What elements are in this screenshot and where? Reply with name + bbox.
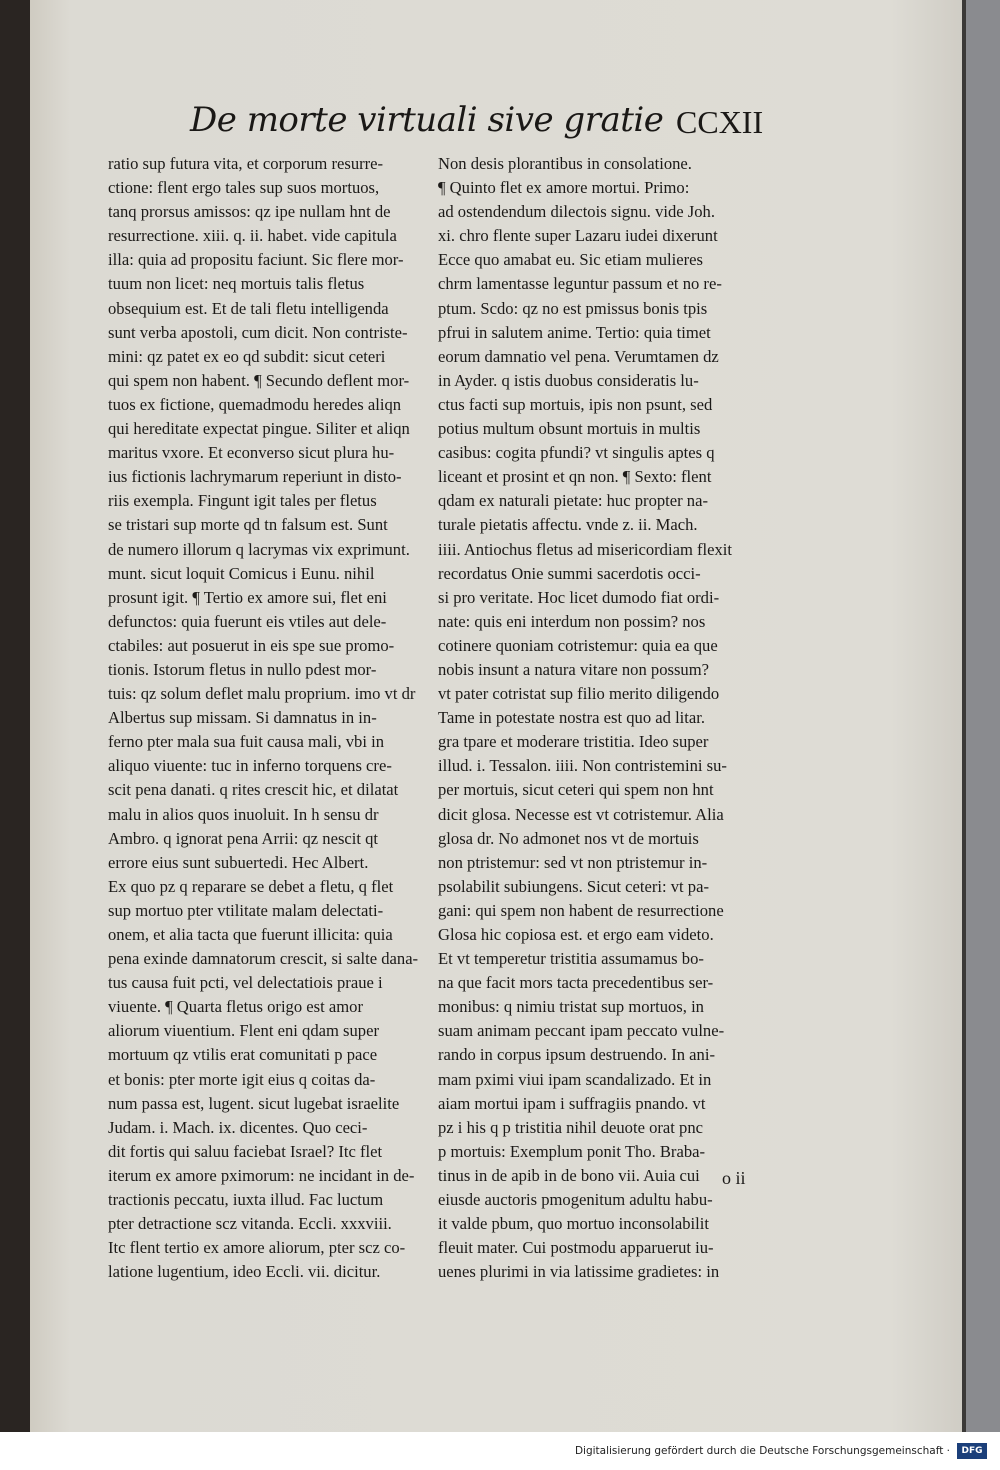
text-line: xi. chro flente super Lazaru iudei dixerunt (438, 226, 718, 246)
text-line: p mortuis: Exemplum ponit Tho. Braba- (438, 1141, 706, 1161)
text-line: tionis. Istorum fletus in nullo pdest mor- (108, 659, 377, 679)
text-line: aliquo viuente: tuc in inferno torquens cre- (108, 756, 392, 776)
text-line: in Ayder. q istis duobus consideratis lu- (438, 370, 699, 390)
text-line: eorum damnatio vel pena. Verumtamen dz (438, 346, 719, 366)
text-line: mini: qz patet ex eo qd subdit: sicut ceteri (108, 346, 386, 366)
signature-mark: o ii (722, 1168, 746, 1188)
text-line: errore eius sunt subuertedi. Hec Albert. (108, 852, 369, 872)
text-line: Non desis plorantibus in consolatione. (438, 154, 692, 173)
text-line: ratio sup futura vita, et corporum resurre- (108, 154, 384, 173)
text-line: nobis insunt a natura vitare non possum? (438, 659, 709, 679)
text-line: per mortuis, sicut ceteri qui spem non hnt (438, 780, 714, 800)
text-line: psolabilit subiungens. Sicut ceteri: vt pa- (438, 876, 709, 896)
text-line: casibus: cogita pfundi? vt singulis aptes q (438, 443, 715, 463)
text-line: defunctos: quia fuerunt eis vtiles aut dele- (108, 611, 387, 631)
text-line: Itc flent tertio ex amore aliorum, pter scz co- (108, 1238, 406, 1258)
text-line: Ex quo pz q reparare se debet a fletu, q flet (108, 876, 394, 896)
text-line: non ptristemur: sed vt non ptristemur in- (438, 852, 708, 872)
text-line: chrm lamentasse leguntur passum et no re- (438, 274, 722, 294)
text-line: nate: quis eni interdum non possim? nos (438, 611, 706, 631)
text-line: ferno pter mala sua fuit causa mali, vbi in (108, 732, 385, 752)
text-line: riis exempla. Fingunt igit tales per fletus (108, 491, 377, 511)
text-line: munt. sicut loquit Comicus i Eunu. nihil (108, 563, 375, 583)
page-header (190, 100, 810, 150)
scan-border-left (0, 0, 30, 1432)
text-line: dit fortis qui saluu faciebat Israel? Itc flet (108, 1141, 383, 1161)
text-line: glosa dr. No admonet nos vt de mortuis (438, 828, 699, 848)
text-line: ctus facti sup mortuis, ipis non psunt, sed (438, 394, 713, 414)
text-line: sunt verba apostoli, cum dicit. Non contriste- (108, 322, 408, 342)
text-line: obsequium est. Et de tali fletu intelligenda (108, 298, 389, 318)
folio-number: CCXII (676, 104, 764, 140)
text-line: potius multum obsunt mortuis in multis (438, 419, 701, 439)
text-line: gra tpare et moderare tristitia. Ideo super (438, 732, 709, 752)
text-line: pfrui in salutem anime. Tertio: quia timet (438, 322, 711, 342)
text-line: tinus in de apib in de bono vii. Auia cui (438, 1165, 700, 1185)
digitization-credit: Digitalisierung gefördert durch die Deutsche Forschungsgemeinschaft · (574, 1445, 950, 1457)
text-line: si pro veritate. Hoc licet dumodo fiat ordi- (438, 587, 720, 607)
text-line: pz i his q p tristitia nihil deuote orat pnc (438, 1117, 703, 1137)
scan-border-right (966, 0, 1000, 1432)
text-line: qui hereditate expectat pingue. Siliter et aliqn (108, 419, 410, 439)
text-line: vt pater cotristat sup filio merito diligendo (438, 684, 720, 704)
running-title: De morte virtuali sive gratie (190, 100, 664, 140)
text-line: aiam mortui ipam i suffragiis pnando. vt (438, 1093, 706, 1113)
text-line: recordatus Onie summi sacerdotis occi- (438, 563, 701, 583)
text-line: turale pietatis affectu. vnde z. ii. Mach. (438, 515, 698, 535)
text-line: qdam ex naturali pietate: huc propter na- (438, 491, 708, 511)
text-line: pena exinde damnatorum crescit, si salte dana- (108, 949, 419, 969)
text-line: malu in alios quos inuoluit. In h sensu dr (108, 804, 379, 824)
text-line: Et vt temperetur tristitia assumamus bo- (438, 949, 704, 969)
text-line: Glosa hic copiosa est. et ergo eam videto. (438, 925, 714, 944)
text-line: Tame in potestate nostra est quo ad litar. (438, 708, 706, 728)
text-line: de numero illorum q lacrymas vix exprimunt. (108, 539, 410, 559)
text-line: na que facit mors tacta precedentibus ser- (438, 973, 714, 993)
text-line: sup mortuo pter vtilitate malam delectati- (108, 900, 384, 920)
text-line: ctabiles: aut posuerut in eis spe sue promo- (108, 635, 395, 655)
text-line: Ecce quo amabat eu. Sic etiam mulieres (438, 250, 703, 270)
text-line: suam animam peccant ipam peccato vulne- (438, 1021, 725, 1041)
text-line: tuum non licet: neq mortuis talis fletus (108, 274, 365, 294)
text-line: resurrectione. xiii. q. ii. habet. vide capitula (108, 226, 397, 246)
text-line: maritus vxore. Et econverso sicut plura hu- (108, 443, 395, 463)
text-line: ad ostendendum dilectois signu. vide Joh. (438, 202, 715, 222)
text-line: prosunt igit. ¶ Tertio ex amore sui, flet eni (108, 587, 387, 607)
dfg-logo: DFG (957, 1443, 987, 1459)
text-line: Ambro. q ignorat pena Arrii: qz nescit qt (108, 828, 379, 848)
text-line: scit pena danati. q rites crescit hic, et dilatat (108, 780, 399, 800)
text-line: fleuit mater. Cui postmodu apparuerut iu- (438, 1238, 714, 1258)
text-line: tanq prorsus amissos: qz ipe nullam hnt de (108, 202, 391, 222)
text-line: Judam. i. Mach. ix. dicentes. Quo ceci- (108, 1117, 368, 1137)
text-line: gani: qui spem non habent de resurrectione (438, 900, 724, 920)
text-line: latione lugentium, ideo Eccli. vii. dicitur. (108, 1262, 381, 1282)
text-line: rando in corpus ipsum destruendo. In ani- (438, 1045, 715, 1065)
text-line: pter detractione scz vitanda. Eccli. xxxviii. (108, 1214, 392, 1234)
text-line: tractionis peccatu, iuxta illud. Fac luctum (108, 1190, 384, 1210)
text-line: mortuum qz vtilis erat comunitati p pace (108, 1045, 378, 1065)
text-line: eiusde auctoris pmogenitum adultu habu- (438, 1190, 713, 1210)
text-line: monibus: q nimiu tristat sup mortuos, in (438, 997, 704, 1017)
text-line: ctione: flent ergo tales sup suos mortuos, (108, 178, 380, 198)
text-line: qui spem non habent. ¶ Secundo deflent mor- (108, 370, 410, 390)
text-line: mam pximi viui ipam scandalizado. Et in (438, 1069, 712, 1089)
text-line: et bonis: pter morte igit eius q coitas da- (108, 1069, 376, 1089)
text-line: onem, et alia tacta que fuerunt illicita: quia (108, 925, 393, 944)
text-line: cotinere quoniam cotristemur: quia ea que (438, 635, 718, 655)
text-line: ¶ Quinto flet ex amore mortui. Primo: (438, 178, 690, 198)
text-line: liceant et prosint et qn non. ¶ Sexto: flent (438, 467, 712, 487)
text-line: tuos ex fictione, quemadmodu heredes aliqn (108, 394, 402, 414)
text-line: iterum ex amore pximorum: ne incidant in de- (108, 1165, 415, 1185)
text-line: ius fictionis lachrymarum reperiunt in disto- (108, 467, 402, 487)
left-text-column (108, 152, 430, 1284)
text-line: uenes plurimi in via latissime gradietes: in (438, 1262, 720, 1282)
text-line: aliorum viuentium. Flent eni qdam super (108, 1021, 379, 1041)
right-text-column (438, 152, 784, 1284)
text-line: num passa est, lugent. sicut lugebat israelite (108, 1093, 400, 1113)
text-line: se tristari sup morte qd tn falsum est. Sunt (108, 515, 388, 535)
text-line: Albertus sup missam. Si damnatus in in- (108, 708, 377, 728)
text-line: tuis: qz solum deflet malu proprium. imo vt dr (108, 684, 416, 704)
text-line: tus causa fuit pcti, vel delectatiois praue i (108, 973, 383, 993)
text-line: dicit glosa. Necesse est vt cotristemur. Alia (438, 804, 724, 824)
text-line: ptum. Scdo: qz no est pmissus bonis tpis (438, 298, 708, 318)
text-line: viuente. ¶ Quarta fletus origo est amor (108, 997, 363, 1017)
text-line: illud. i. Tessalon. iiii. Non contristemini su- (438, 756, 727, 776)
text-line: iiii. Antiochus fletus ad misericordiam flexit (438, 539, 733, 559)
text-line: illa: quia ad propositu faciunt. Sic flere mor- (108, 250, 404, 270)
text-line: it valde pbum, quo mortuo inconsolabilit (438, 1214, 710, 1234)
